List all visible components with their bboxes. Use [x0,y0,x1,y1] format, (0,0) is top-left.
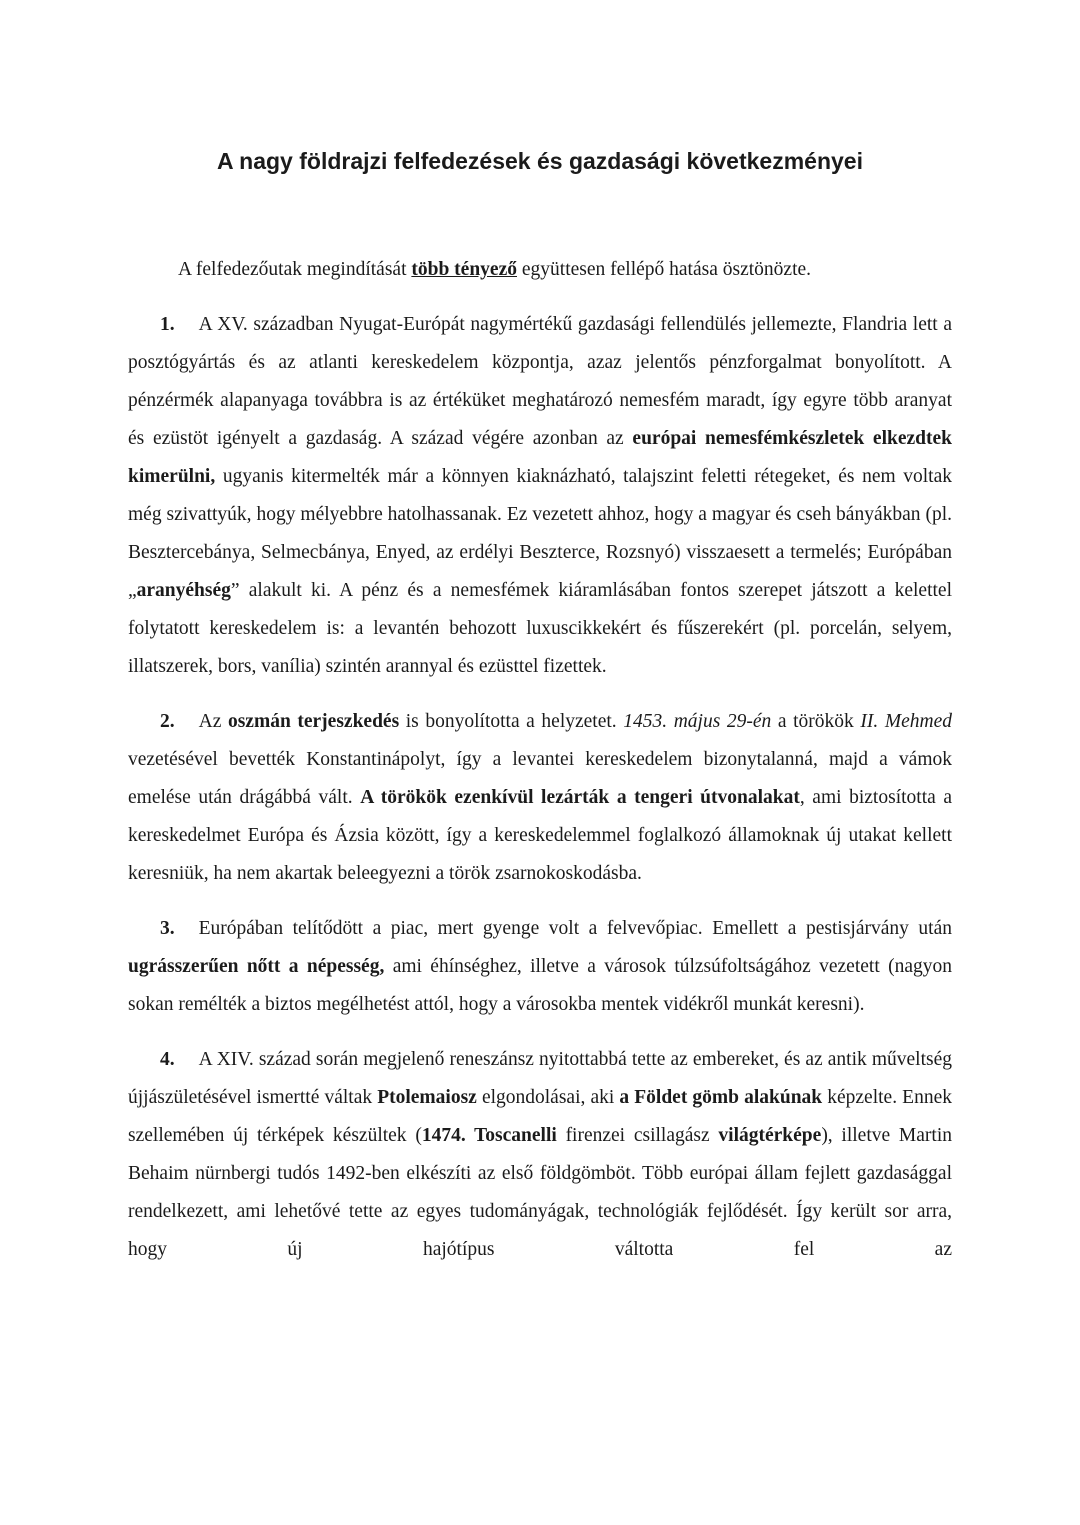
paragraph [128,703,952,893]
tab-space [175,1041,199,1079]
text-run: vezetésével bevették Konstantinápolyt, így a levantei kereskedelem bizonytalanná, majd a vámok emelése után drágábbá vált. [128,749,952,808]
text-run: aranyéhség [136,580,231,601]
text-run: ugrásszerűen nőtt a népesség, [128,956,385,977]
text-run: 1. [160,314,175,335]
text-run: A XV. században Nyugat-Európát nagymértékű gazdasági fellendülés jellemezte, Flandria lett a posztógyártás és az atlanti kereskedelem központja, azaz jelentős pénzforgalmat bonyolított. A pénzérmék alapanyaga továbbra is az értéküket meghatározó nemesfém maradt, így egyre több aranyat és ezüstöt igényelt a gazdaság. A század végére azonban az [128,314,952,449]
text-run: 1453. május 29-én [623,711,772,732]
text-run: , ami biztosította a kereskedelmet Európa és Ázsia között, így a kereskedelemmel foglalkozó államoknak új utakat kellett keresniük, ha nem akartak beleegyezni a török zsarnokoskodásba. [128,787,952,884]
tab-space [175,306,199,344]
text-run: Európában telítődött a piac, mert gyenge volt a felvevőpiac. Emellett a pestisjárvány után [198,918,952,939]
text-run: több tényező [411,259,517,280]
text-run: II. Mehmed [860,711,952,732]
text-run: együttesen fellépő hatása ösztönözte. [517,259,812,280]
paragraph [128,306,952,686]
document-title: A nagy földrajzi felfedezések és gazdasági következményei [217,148,863,174]
text-run: Ptolemaiosz [377,1087,477,1108]
text-run: ), illetve Martin Behaim nürnbergi tudós 1492-ben elkészíti az első földgömböt. Több európai állam fejlett gazdasággal rendelkezett, ami lehetővé tette az egyes tudományágak, technológiák fejlődését. Így került sor arra, hogy új hajótípus váltotta fel az [128,1125,952,1260]
paragraph [128,251,952,289]
paragraph [128,910,952,1024]
text-run: képzelte. Ennek szellemében új térképek készültek ( [128,1087,952,1146]
text-run: oszmán terjeszkedés [227,711,400,732]
text-run: A XIV. század során megjelenő reneszánsz nyitottabbá tette az embereket, és az antik műveltség újjászületésével ismertté váltak [128,1049,952,1108]
text-run: 4. [160,1049,175,1070]
text-run: a törökök [771,711,861,732]
text-run: Az [198,711,228,732]
text-run: a Földet gömb alakúnak [619,1087,823,1108]
text-run: elgondolásai, aki [476,1087,620,1108]
document-body [128,251,952,1269]
text-run: ami éhínséghez, illetve a városok túlzsúfoltságához vezetett (nagyon sokan remélték a biztos megélhetést attól, hogy a városokba mentek vidékről munkát keresni). [128,956,952,1015]
paragraph [128,1041,952,1269]
text-run: A felfedezőutak megindítását [178,259,412,280]
text-run: ugyanis kitermelték már a könnyen kiaknázható, talajszint feletti rétegeket, és nem voltak még szivattyúk, hogy mélyebbre hatolhassanak. Ez vezetett ahhoz, hogy a magyar és cseh bányákban (pl. Besztercebánya, Selmecbánya, Enyed, az erdélyi Beszterce, Rozsnyó) visszaesett a termelés; Európában „ [128,466,952,601]
text-run: 2. [160,711,175,732]
tab-space [175,910,199,948]
text-run: firenzei csillagász [556,1125,719,1146]
text-run: is bonyolította a helyzetet. [399,711,624,732]
text-run: európai nemesfémkészletek elkezdtek kimerülni, [128,428,952,487]
tab-space [175,703,199,741]
text-run: A törökök ezenkívül lezárták a tengeri útvonalakat [360,787,800,808]
text-run: világtérképe [718,1125,822,1146]
text-run: 3. [160,918,175,939]
text-run: ” alakult ki. A pénz és a nemesfémek kiáramlásában fontos szerepet játszott a kelettel folytatott kereskedelem is: a levantén behozott luxuscikkekért és fűszerekért (pl. porcelán, selyem, illatszerek, bors, vanília) szintén arannyal és ezüsttel fizettek. [128,580,952,677]
text-run: 1474. Toscanelli [421,1125,557,1146]
